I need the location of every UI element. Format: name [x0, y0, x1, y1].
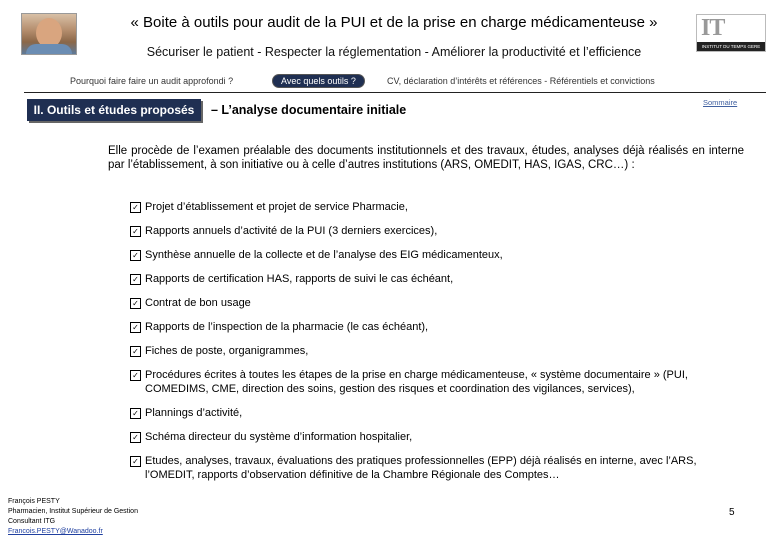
checklist-item-text: Schéma directeur du système d’information hospitalier,: [145, 431, 413, 443]
document-checklist: [130, 200, 744, 482]
nav-link-outils-active[interactable]: Avec quels outils ?: [272, 74, 365, 88]
checklist-item-text: Etudes, analyses, travaux, évaluations des pratiques professionnelles (EPP) déjà réalisés en interne, avec l’ARS, l’OMEDIT, rapports d’observation définitive de la Chambre Régionale des Comptes…: [145, 455, 697, 481]
checklist-item: [130, 406, 744, 420]
nav-link-pourquoi[interactable]: Pourquoi faire faire un audit approfondi ?: [70, 76, 234, 86]
section-heading: – L’analyse documentaire initiale: [211, 103, 407, 117]
checklist-item: [130, 248, 744, 262]
footer-name: François PESTY: [8, 498, 60, 505]
logo-mark: IT: [701, 15, 725, 41]
itg-logo: [696, 14, 766, 52]
checklist-item-text: Contrat de bon usage: [145, 297, 251, 309]
intro-paragraph: Elle procède de l’examen préalable des documents institutionnels et des travaux, études, analyses déjà réalisés en interne par l’établissement, à son initiative ou à celle d’autres institutions (ARS, OMEDIT, HAS, IGAS, CRC…) :: [108, 145, 744, 171]
checkbox-checked-icon: ✓: [130, 346, 141, 357]
checklist-item: [130, 320, 744, 334]
checklist-item-text: Plannings d’activité,: [145, 407, 243, 419]
checklist-item: [130, 368, 744, 396]
checkbox-checked-icon: ✓: [130, 202, 141, 213]
author-photo: [21, 13, 77, 55]
checklist-item: [130, 296, 744, 310]
checklist-item: [130, 224, 744, 238]
checklist-item-text: Synthèse annuelle de la collecte et de l’analyse des EIG médicamenteux,: [145, 249, 503, 261]
nav-link-cv[interactable]: CV, déclaration d’intérêts et références - Référentiels et convictions: [387, 76, 655, 86]
checklist-item-text: Rapports de l’inspection de la pharmacie (le cas échéant),: [145, 321, 429, 333]
footer-email-link[interactable]: Francois.PESTY@Wanadoo.fr: [8, 528, 103, 535]
footer-title: Consultant ITG: [8, 518, 56, 525]
checklist-item-text: Fiches de poste, organigrammes,: [145, 345, 309, 357]
section-label: II. Outils et études proposés: [27, 99, 201, 121]
checklist-item-text: Procédures écrites à toutes les étapes de la prise en charge médicamenteuse, « système documentaire » (PUI, COMEDIMS, CME, direction des soins, gestion des risques et coordination des vigilances, services),: [145, 369, 688, 395]
sommaire-link[interactable]: Sommaire: [703, 98, 738, 107]
checkbox-checked-icon: ✓: [130, 298, 141, 309]
photo-shirt: [26, 44, 72, 55]
checkbox-checked-icon: ✓: [130, 274, 141, 285]
checkbox-checked-icon: ✓: [130, 432, 141, 443]
page-subtitle: Sécuriser le patient - Respecter la réglementation - Améliorer la productivité et l’efficience: [146, 45, 642, 59]
checkbox-checked-icon: ✓: [130, 226, 141, 237]
checklist-item: [130, 454, 744, 482]
page-number: 5: [729, 507, 735, 518]
nav-divider: [24, 92, 766, 93]
logo-band: INSTITUT DU TEMPS GERE: [697, 42, 765, 51]
author-footer: [8, 497, 138, 537]
checklist-item: [130, 430, 744, 444]
checkbox-checked-icon: ✓: [130, 250, 141, 261]
checkbox-checked-icon: ✓: [130, 456, 141, 467]
checklist-item: [130, 344, 744, 358]
page-title: « Boite à outils pour audit de la PUI et de la prise en charge médicamenteuse »: [130, 14, 658, 31]
checkbox-checked-icon: ✓: [130, 408, 141, 419]
checklist-item-text: Rapports de certification HAS, rapports de suivi le cas échéant,: [145, 273, 454, 285]
checklist-item: [130, 200, 744, 214]
checklist-item-text: Projet d’établissement et projet de service Pharmacie,: [145, 201, 408, 213]
nav-bar: [0, 74, 780, 88]
checkbox-checked-icon: ✓: [130, 322, 141, 333]
footer-role: Pharmacien, Institut Supérieur de Gestion: [8, 508, 138, 515]
checklist-item-text: Rapports annuels d’activité de la PUI (3 derniers exercices),: [145, 225, 438, 237]
checklist-item: [130, 272, 744, 286]
checkbox-checked-icon: ✓: [130, 370, 141, 381]
